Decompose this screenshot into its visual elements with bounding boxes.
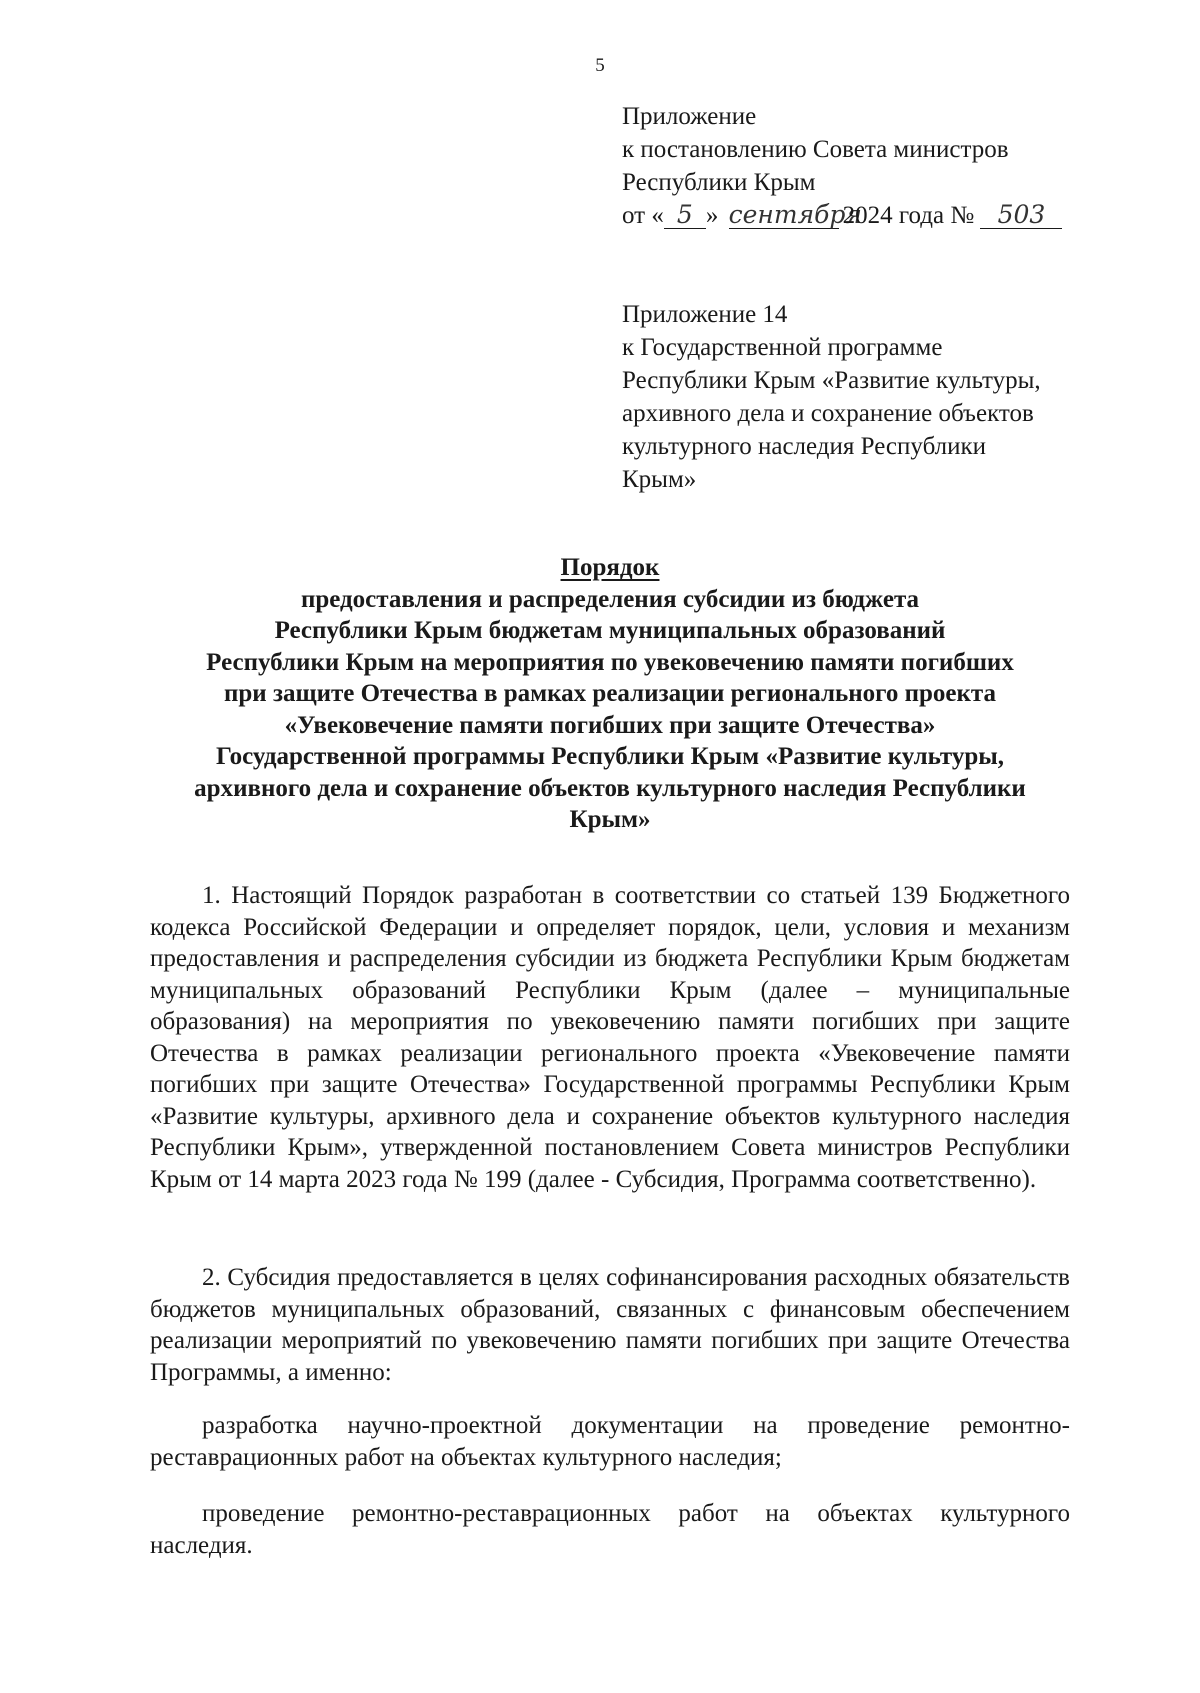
title-line: Республики Крым бюджетам муниципальных образований (274, 617, 946, 644)
title-line: предоставления и распределения субсидии из бюджета (300, 585, 920, 613)
paragraph-2 (150, 1262, 1070, 1388)
handwritten-resolution-number: 503 (980, 202, 1062, 229)
appendix-program-line-3: Республики Крым «Развитие культуры, (622, 367, 1041, 394)
appendix-program-line-4: архивного дела и сохранение объектов (622, 400, 1034, 427)
appendix-program-line-5: культурного наследия Республики (622, 433, 987, 460)
appendix-resolution-line-1: Приложение (622, 103, 757, 130)
title-line: Республики Крым на мероприятия по увековечению памяти погибших (206, 648, 1014, 676)
title-line: при защите Отечества в рамках реализации регионального проекта (224, 680, 996, 707)
date-year-text: 2024 года № (842, 202, 975, 229)
appendix-program-line-2: к Государственной программе (622, 334, 943, 361)
appendix-program-line-6: Крым» (622, 466, 697, 493)
appendix-program-header (622, 298, 1102, 496)
title-line: Государственной программы Республики Крым «Развитие культуры, (215, 743, 1005, 770)
title-heading: Порядок (560, 554, 660, 581)
handwritten-day: 5 (664, 202, 706, 229)
document-title (140, 552, 1080, 836)
handwritten-month: сентября (728, 200, 862, 229)
page-number: 5 (595, 55, 605, 76)
paragraph-1-text: 1. Настоящий Порядок разработан в соответствии со статьей 139 Бюджетного кодекса Российской Федерации и определяет порядок, цели, условия и механизм предоставления и распределения субсидии из бюджета Республики Крым бюджетам муниципальных образований Республики Крым (далее – муниципальные образования) на мероприятия по увековечению памяти погибших при защите Отечества в рамках реализации регионального проекта «Увековечение памяти погибших при защите Отечества» Государственной программы Республики Крым «Развитие культуры, архивного дела и сохранение объектов культурного наследия Республики Крым», утвержденной постановлением Совета министров Республики Крым от 14 марта 2023 года № 199 (далее - Субсидия, Программа соответственно). (150, 882, 1070, 1193)
date-prefix: от « (622, 202, 664, 229)
list-item-design-documentation (150, 1410, 1070, 1473)
title-line: Крым» (569, 806, 651, 833)
appendix-resolution-line-2: к постановлению Совета министров (622, 136, 1009, 163)
appendix-resolution-header (622, 100, 1102, 232)
date-mid: » (705, 202, 719, 229)
list-item-restoration-works-text: проведение ремонтно-реставрационных работ на объектах культурного наследия. (150, 1500, 1070, 1559)
list-item-restoration-works (150, 1498, 1070, 1561)
resolution-date-line (622, 199, 1102, 232)
appendix-program-line-1: Приложение 14 (622, 301, 788, 328)
title-line: архивного дела и сохранение объектов культурного наследия Республики (194, 774, 1026, 802)
paragraph-2-text: 2. Субсидия предоставляется в целях софинансирования расходных обязательств бюджетов муниципальных образований, связанных с финансовым обеспечением реализации мероприятий по увековечению памяти погибших при защите Отечества Программы, а именно: (150, 1264, 1070, 1386)
title-line: «Увековечение памяти погибших при защите Отечества» (284, 711, 936, 739)
list-item-design-documentation-text: разработка научно-проектной документации на проведение ремонтно-реставрационных работ на объектах культурного наследия; (150, 1412, 1070, 1471)
paragraph-1 (150, 880, 1070, 1195)
appendix-resolution-line-3: Республики Крым (622, 169, 816, 196)
